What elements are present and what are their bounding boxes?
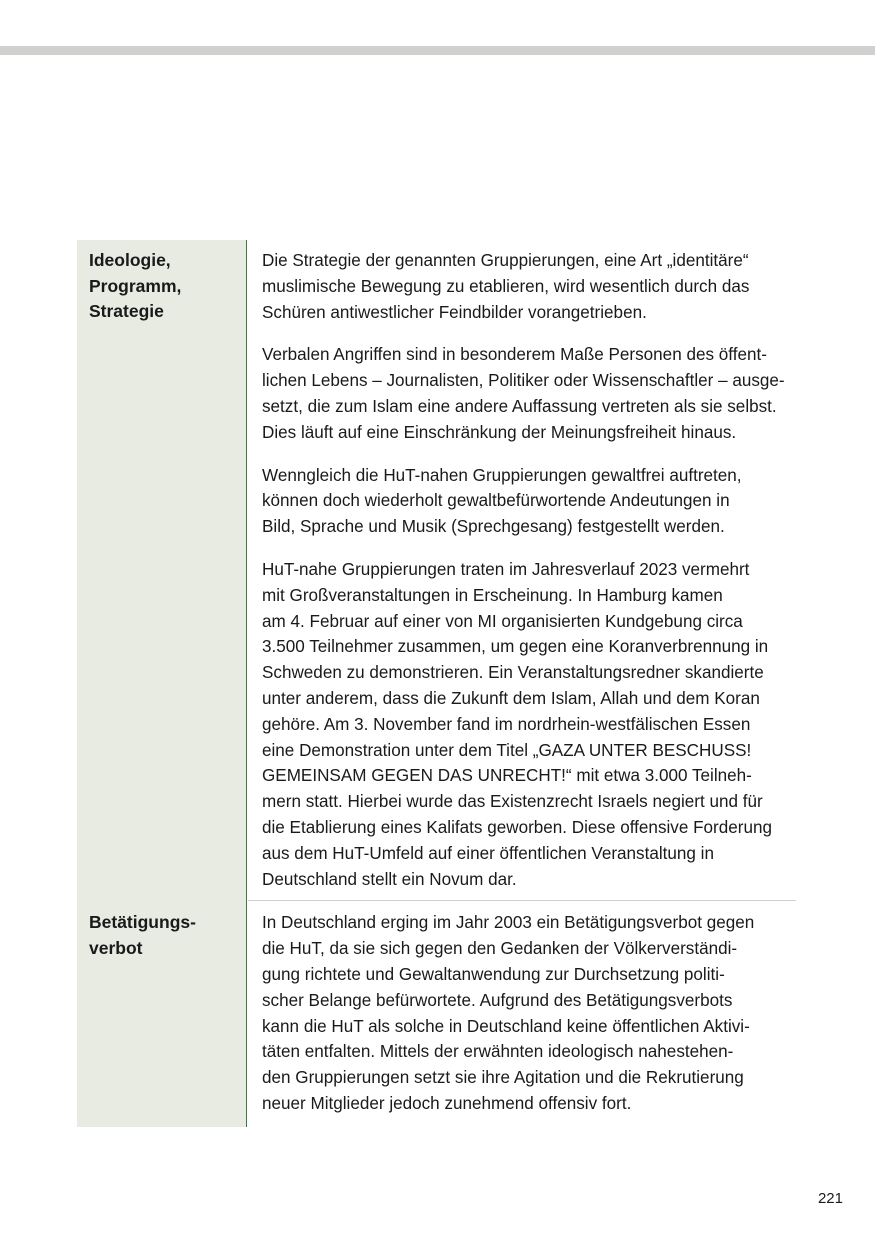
page-number: 221 — [817, 1190, 843, 1207]
text-line: Schweden zu demonstrieren. Ein Veranstaltungsredner skandierte — [262, 663, 764, 683]
text-line: die HuT, da sie sich gegen den Gedanken der Völkerverständi- — [262, 939, 738, 959]
row-content — [247, 240, 796, 901]
text-line: scher Belange befürwortete. Aufgrund des Betätigungsverbots — [262, 990, 733, 1010]
text-line: neuer Mitglieder jedoch zunehmend offensiv fort. — [262, 1093, 632, 1113]
text-line: Wenngleich die HuT-nahen Gruppierungen gewaltfrei auftreten, — [262, 465, 742, 485]
text-line: aus dem HuT-Umfeld auf einer öffentlichen Veranstaltung in — [262, 843, 714, 863]
text-line: Verbalen Angriffen sind in besonderem Maße Personen des öffent- — [262, 345, 767, 365]
text-line: setzt, die zum Islam eine andere Auffassung vertreten als sie selbst. — [262, 396, 777, 416]
text-line: In Deutschland erging im Jahr 2003 ein Betätigungsverbot gegen — [262, 913, 755, 933]
row-label — [77, 901, 247, 1126]
row-content — [247, 901, 796, 1126]
text-line: kann die HuT als solche in Deutschland keine öffentlichen Aktivi- — [262, 1016, 750, 1036]
text-line: HuT-nahe Gruppierungen traten im Jahresverlauf 2023 vermehrt — [262, 559, 750, 579]
text-line: Bild, Sprache und Musik (Sprechgesang) festgestellt werden. — [262, 517, 725, 537]
text-line: unter anderem, dass die Zukunft dem Islam, Allah und dem Koran — [262, 688, 760, 708]
text-line: können doch wiederholt gewaltbefürwortende Andeutungen in — [262, 491, 730, 511]
paragraph — [262, 342, 796, 445]
text-line: muslimische Bewegung zu etablieren, wird wesentlich durch das — [262, 276, 750, 296]
text-line: am 4. Februar auf einer von MI organisierten Kundgebung circa — [262, 611, 743, 631]
text-line: Die Strategie der genannten Gruppierungen, eine Art „identitäre“ — [262, 251, 749, 270]
text-line: die Etablierung eines Kalifats geworben. Diese offensive Forderung — [262, 817, 772, 837]
info-table — [77, 240, 796, 1127]
text-line: 3.500 Teilnehmer zusammen, um gegen eine Koranverbrennung in — [262, 637, 769, 657]
paragraph — [262, 910, 796, 1116]
label-line: Programm, — [89, 275, 182, 296]
text-line: Schüren antiwestlicher Feindbilder vorangetrieben. — [262, 302, 647, 322]
text-line: eine Demonstration unter dem Titel „GAZA UNTER BESCHUSS! — [262, 740, 752, 760]
text-line: den Gruppierungen setzt sie ihre Agitation und die Rekrutierung — [262, 1068, 744, 1088]
text-line: mern statt. Hierbei wurde das Existenzrecht Israels negiert und für — [262, 792, 763, 812]
paragraph — [262, 248, 796, 325]
label-line: Strategie — [89, 301, 164, 321]
paragraph — [262, 463, 796, 540]
text-line: GEMEINSAM GEGEN DAS UNRECHT!“ mit etwa 3.000 Teilneh- — [262, 766, 752, 786]
text-line: täten entfalten. Mittels der erwähnten ideologisch nahestehen- — [262, 1042, 734, 1062]
text-line: Dies läuft auf eine Einschränkung der Meinungsfreiheit hinaus. — [262, 422, 737, 442]
text-line: gehöre. Am 3. November fand im nordrhein-westfälischen Essen — [262, 714, 751, 734]
text-line: Deutschland stellt ein Novum dar. — [262, 869, 517, 889]
paragraph — [262, 557, 796, 892]
table-row-betaetigungsverbot — [77, 901, 796, 1126]
text-line: lichen Lebens – Journalisten, Politiker oder Wissenschaftler – ausge- — [262, 371, 785, 391]
label-line: verbot — [89, 937, 143, 958]
header-rule — [0, 46, 875, 55]
label-line: Betätigungs- — [89, 912, 196, 933]
text-line: mit Großveranstaltungen in Erscheinung. In Hamburg kamen — [262, 585, 723, 605]
label-line: Ideologie, — [89, 250, 171, 270]
table-row-ideologie — [77, 240, 796, 901]
row-label — [77, 240, 247, 901]
text-line: gung richtete und Gewaltanwendung zur Durchsetzung politi- — [262, 964, 725, 984]
